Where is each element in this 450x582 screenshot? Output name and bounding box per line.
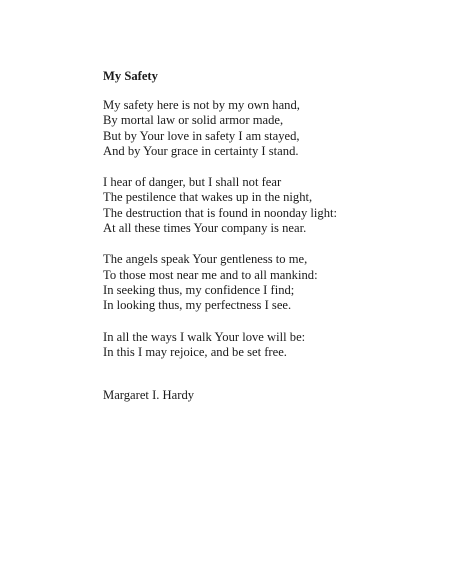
poem — [103, 68, 433, 403]
stanza-1 — [103, 98, 433, 159]
poem-line: My safety here is not by my own hand, — [103, 98, 300, 112]
poem-line: The destruction that is found in noonday light: — [103, 205, 337, 220]
poem-line: But by Your love in safety I am stayed, — [103, 128, 300, 143]
poem-title: My Safety — [103, 69, 158, 83]
poem-line: In all the ways I walk Your love will be: — [103, 329, 306, 344]
poem-line: And by Your grace in certainty I stand. — [103, 143, 299, 158]
poem-line: The pestilence that wakes up in the night, — [103, 190, 313, 205]
poem-line: In seeking thus, my confidence I find; — [103, 282, 295, 297]
stanza-2 — [103, 175, 433, 236]
poem-line: In this I may rejoice, and be set free. — [103, 344, 287, 359]
stanza-3 — [103, 252, 433, 313]
poem-line: I hear of danger, but I shall not fear — [103, 175, 282, 190]
poem-line: At all these times Your company is near. — [103, 221, 307, 236]
poem-author: Margaret I. Hardy — [103, 388, 195, 403]
poem-line: To those most near me and to all mankind: — [103, 267, 318, 282]
stanza-4 — [103, 330, 433, 361]
poem-line: The angels speak Your gentleness to me, — [103, 252, 308, 267]
poem-line: In looking thus, my perfectness I see. — [103, 298, 292, 313]
poem-line: By mortal law or solid armor made, — [103, 113, 284, 128]
